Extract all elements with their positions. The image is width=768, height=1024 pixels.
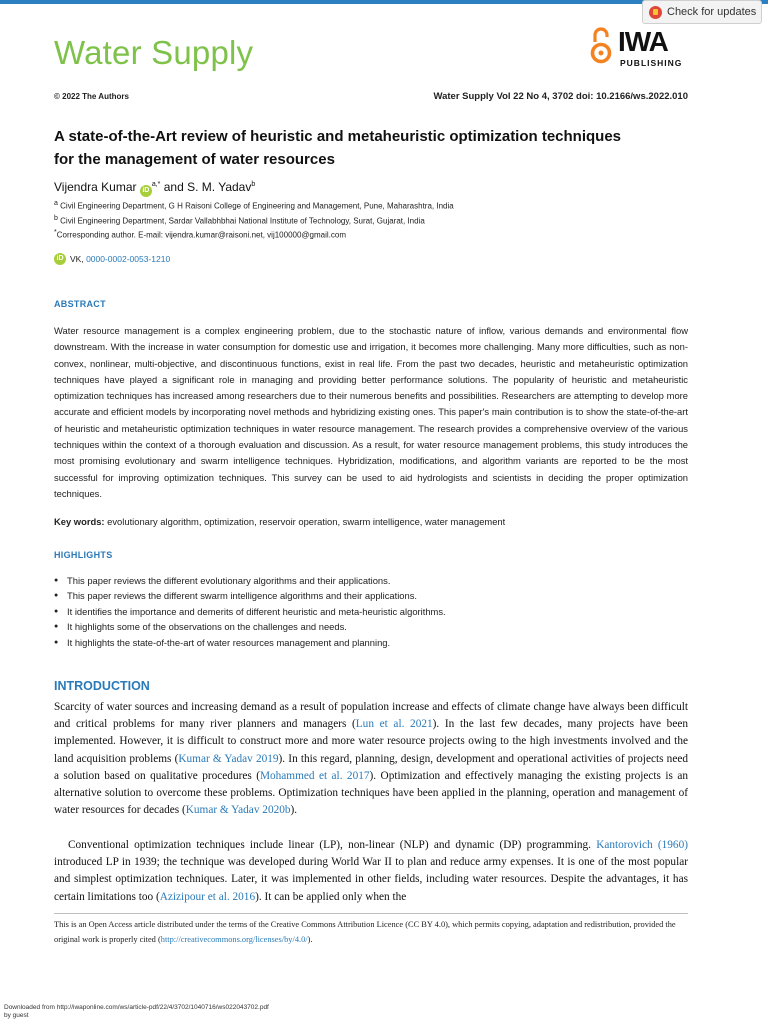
affiliation-sup: b (54, 214, 58, 222)
highlights-heading: HIGHLIGHTS (54, 550, 113, 560)
keywords-text: evolutionary algorithm, optimization, reservoir operation, swarm intelligence, water management (104, 516, 506, 527)
list-item: ● It highlights the state-of-the-art of water resources management and planning. (54, 635, 446, 650)
check-for-updates-button[interactable] (642, 0, 762, 24)
citation-link[interactable]: Kantorovich (1960) (596, 839, 688, 851)
abstract-heading: ABSTRACT (54, 299, 106, 309)
abstract-text: Water resource management is a complex engineering problem, due to the stochastic nature of inflow, various demands and environmental flow downstream. With the increase in water consumption for domestic use and irrigation, it becomes more challenging. Many more difficulties, such as non-convex, nonlinear, multi-objective, and discontinuous functions, exist in real life. From the past two decades, heuristic and metaheuristic optimization techniques have played a significant role in managing and providing better performance solutions. The popularity of heuristic and metaheuristic optimization techniques has increased among researchers due to their numerous benefits and possibilities. Researchers are attempting to develop more accurate and efficient models by incorporating novel methods and hybridizing existing ones. This paper's main contribution is to show the state-of-the-art of heuristic and metaheuristic optimization techniques in water resource management. The research provides a comprehensive overview of the various techniques within the context of a thorough evaluation and discussion. As a result, for water resource management problems, this study introduces the most promising evolutionary and swarm intelligence techniques. Hybridization, modifications, and algorithm variants are reported to be the most successful for improving optimization techniques. This survey can be used to aid hydrologists and scientists in deciding the proper optimization techniques. (54, 325, 688, 499)
license-footnote (54, 918, 688, 947)
author-list (54, 180, 255, 197)
orcid-line (54, 253, 170, 265)
author-1[interactable]: Vijendra Kumar (54, 180, 137, 194)
orcid-link[interactable]: 0000-0002-0053-1210 (86, 254, 171, 264)
citation-line: Water Supply Vol 22 No 4, 3702 doi: 10.2166/ws.2022.010 (433, 91, 688, 102)
list-item: ● This paper reviews the different swarm intelligence algorithms and their applications. (54, 588, 446, 603)
citation-link[interactable]: Azizipour et al. 2016 (159, 890, 256, 903)
paragraph-text: ). (290, 804, 298, 817)
journal-title: Water Supply (54, 34, 254, 71)
paragraph-text: ). In the last few decades, many projects have been implemented. However, it is difficult to construct more and more water resource projects owing to the high investments involved and the land acquisition problems ( (54, 718, 688, 765)
title-line-1: A state-of-the-Art review of heuristic and metaheuristic optimization techniques (54, 128, 622, 145)
paragraph-text: ). It can be applied only when the (255, 890, 407, 903)
list-item: ● It highlights some of the observations on the challenges and needs. (54, 619, 446, 634)
license-text: ). (307, 934, 313, 944)
iwa-logo-text: IWA (618, 26, 668, 57)
iwa-publishing-logo (590, 26, 690, 74)
affiliation-text: Civil Engineering Department, Sardar Vallabhbhai National Institute of Technology, Surat, Gujarat, India (60, 216, 425, 226)
affiliation-sup: a (54, 200, 58, 207)
open-access-icon (590, 26, 612, 66)
orcid-icon: iD (54, 253, 66, 265)
author-1-sup: a,* (151, 181, 161, 188)
paragraph-text: ). Optimization and effectively managing the existing projects is an alternative solution to overcome these problems. Optimization techniques have been applied in the planning, operation and management of water resources for decades ( (54, 769, 688, 817)
introduction-heading: INTRODUCTION (54, 679, 150, 693)
citation-link[interactable]: Mohammed et al. 2017 (259, 769, 370, 782)
crossmark-icon (649, 6, 662, 19)
affiliation-b (54, 213, 454, 228)
paragraph-text: Conventional optimization techniques include linear (LP), non-linear (NLP) and dynamic (DP) programming. (68, 839, 597, 851)
copyright-notice: © 2022 The Authors (54, 92, 129, 101)
affiliation-text: Civil Engineering Department, G H Raisoni College of Engineering and Management, Pune, Maharashtra, India (60, 201, 454, 211)
intro-paragraph-1 (54, 699, 688, 819)
paragraph-text: introduced LP in 1939; the technique was developed during World War II to plan and reduce army expenses. It is one of the most popular and simplest optimization techniques. Later, it was implemented in other fields, including water resources. Despite the advantages, it has certain limitations too ( (54, 856, 688, 903)
affiliation-a (54, 198, 454, 213)
publishing-logo-text: PUBLISHING (620, 58, 683, 68)
paragraph-text: Scarcity of water sources and increasing demand as a result of population increase and effects of climate change have always been difficult and critical problems for many river planners and managers ( (54, 701, 688, 731)
keywords-label: Key words: (54, 516, 105, 527)
footnote-divider (54, 913, 688, 914)
list-item: ● It identifies the importance and demerits of different heuristic and meta-heuristic algorithms. (54, 604, 446, 619)
affiliations (54, 198, 454, 242)
title-line-2: for the management of water resources (54, 151, 335, 168)
affiliation-sup: * (54, 229, 57, 237)
citation-link[interactable]: Kumar & Yadav 2020b (185, 804, 291, 817)
intro-paragraph-2 (54, 837, 688, 906)
orcid-prefix (70, 254, 170, 264)
author-2-sup: b (251, 181, 256, 188)
author-2[interactable]: and S. M. Yadav (160, 180, 252, 194)
highlights-list (54, 573, 446, 650)
keywords (54, 516, 505, 527)
download-by: by guest (4, 1012, 29, 1019)
license-link[interactable]: http://creativecommons.org/licenses/by/4.0/ (160, 934, 308, 944)
affiliation-text: Corresponding author. E-mail: vijendra.kumar@raisoni.net, vij100000@gmail.com (56, 230, 346, 240)
article-title (54, 125, 694, 171)
orcid-initials: VK, (70, 254, 87, 264)
check-updates-label: Check for updates (667, 6, 757, 18)
orcid-icon[interactable]: iD (140, 185, 152, 197)
citation-link[interactable]: Kumar & Yadav 2019 (178, 752, 279, 765)
license-text: This is an Open Access article distributed under the terms of the Creative Commons Attribution Licence (CC BY 4.0), which permits copying, adaptation and redistribution, provided the original work is properly cited ( (54, 920, 676, 944)
download-stamp (4, 1004, 269, 1020)
corresponding-author (54, 227, 454, 242)
paragraph-text: ). In this regard, planning, design, development and operational activities of projects need a solution based on qualitative procedures ( (54, 752, 689, 782)
download-url: Downloaded from http://iwaponline.com/ws/article-pdf/22/4/3702/1040716/ws022043702.pdf (4, 1004, 269, 1011)
list-item: ● This paper reviews the different evolutionary algorithms and their applications. (54, 573, 446, 588)
citation-link[interactable]: Lun et al. 2021 (355, 718, 433, 731)
